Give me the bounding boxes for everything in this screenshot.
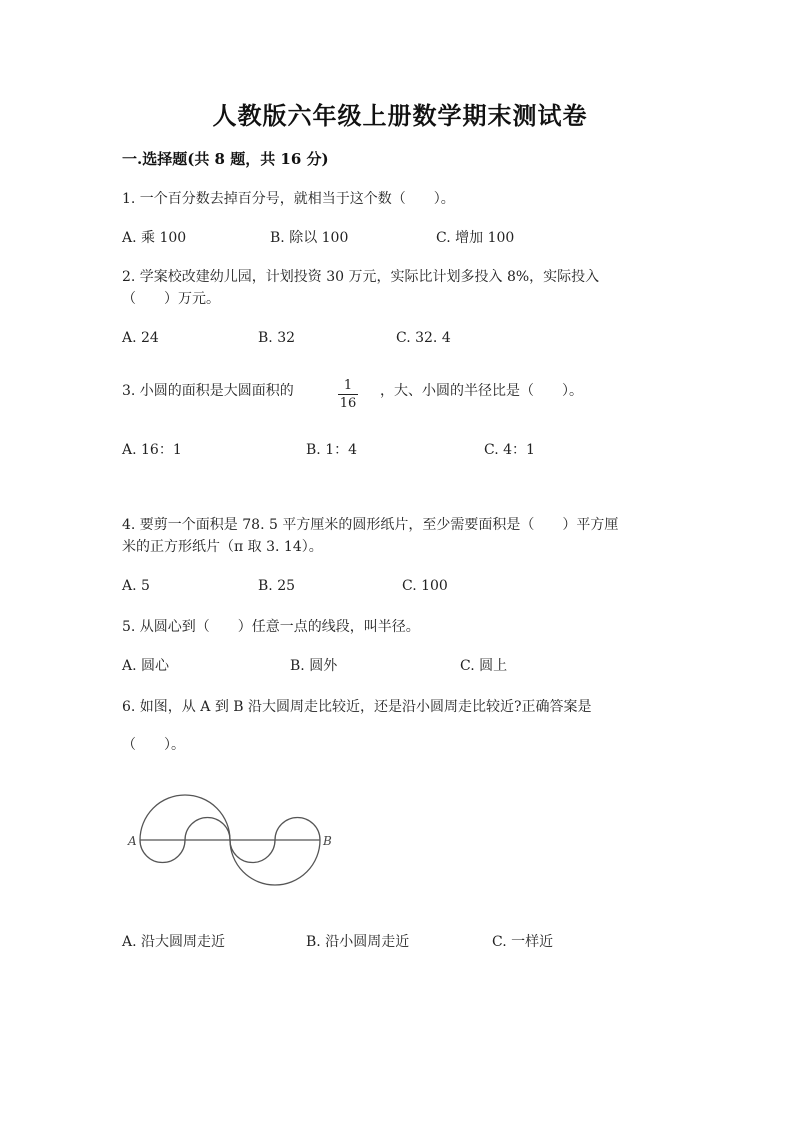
question-2-option-b: B. 32 <box>258 330 296 346</box>
question-1-text: 1. 一个百分数去掉百分号，就相当于这个数（ ）。 <box>122 191 455 207</box>
circle-path-figure <box>122 784 352 894</box>
large-arc-upper <box>140 795 230 840</box>
fraction-denominator: 16 <box>339 396 357 411</box>
question-6-option-b: B. 沿小圆周走近 <box>306 934 410 950</box>
question-4-text-line2: 米的正方形纸片（π 取 3. 14）。 <box>122 539 323 555</box>
question-1-option-c: C. 增加 100 <box>436 230 515 246</box>
fraction-one-sixteenth <box>338 378 358 411</box>
question-4-option-a: A. 5 <box>122 578 150 594</box>
small-arc-4 <box>275 818 320 841</box>
section-heading: 一.选择题(共 8 题，共 16 分) <box>122 150 329 168</box>
small-arc-2 <box>185 818 230 841</box>
large-arc-lower <box>230 840 320 885</box>
question-4-option-b: B. 25 <box>258 578 296 594</box>
question-2-text-line1: 2. 学案校改建幼儿园，计划投资 30 万元，实际比计划多投入 8%，实际投入 <box>122 269 600 285</box>
question-6-option-a: A. 沿大圆周走近 <box>122 934 226 950</box>
question-3-text-before: 3. 小圆的面积是大圆面积的 <box>122 383 294 399</box>
point-b-label: B <box>323 834 332 848</box>
question-1-option-a: A. 乘 100 <box>122 230 187 246</box>
question-6-text-line2: （ ）。 <box>122 737 185 753</box>
question-4-option-c: C. 100 <box>402 578 448 594</box>
question-5-option-b: B. 圆外 <box>290 658 338 674</box>
question-2-option-c: C. 32. 4 <box>396 330 451 346</box>
fraction-numerator: 1 <box>338 378 358 395</box>
small-arc-3 <box>230 840 275 863</box>
circle-path-diagram <box>122 784 352 894</box>
question-1-option-b: B. 除以 100 <box>270 230 349 246</box>
question-4-text-line1: 4. 要剪一个面积是 78. 5 平方厘米的圆形纸片，至少需要面积是（ ）平方厘 <box>122 517 619 533</box>
question-6-option-c: C. 一样近 <box>492 934 554 950</box>
page-title: 人教版六年级上册数学期末测试卷 <box>212 101 588 130</box>
question-5-option-a: A. 圆心 <box>122 658 170 674</box>
question-6-text-line1: 6. 如图，从 A 到 B 沿大圆周走比较近，还是沿小圆周走比较近?正确答案是 <box>122 699 592 715</box>
point-a-label: A <box>128 834 137 848</box>
question-5-option-c: C. 圆上 <box>460 658 508 674</box>
question-5-text: 5. 从圆心到（ ）任意一点的线段，叫半径。 <box>122 619 420 635</box>
question-2-option-a: A. 24 <box>122 330 159 346</box>
small-arc-1 <box>140 840 185 863</box>
question-2-text-line2: （ ）万元。 <box>122 291 220 307</box>
question-3-option-c: C. 4：1 <box>484 442 535 458</box>
question-3-option-a: A. 16：1 <box>122 442 182 458</box>
question-3-option-b: B. 1：4 <box>306 442 358 458</box>
question-3-text-after: ，大、小圆的半径比是（ ）。 <box>380 383 583 399</box>
